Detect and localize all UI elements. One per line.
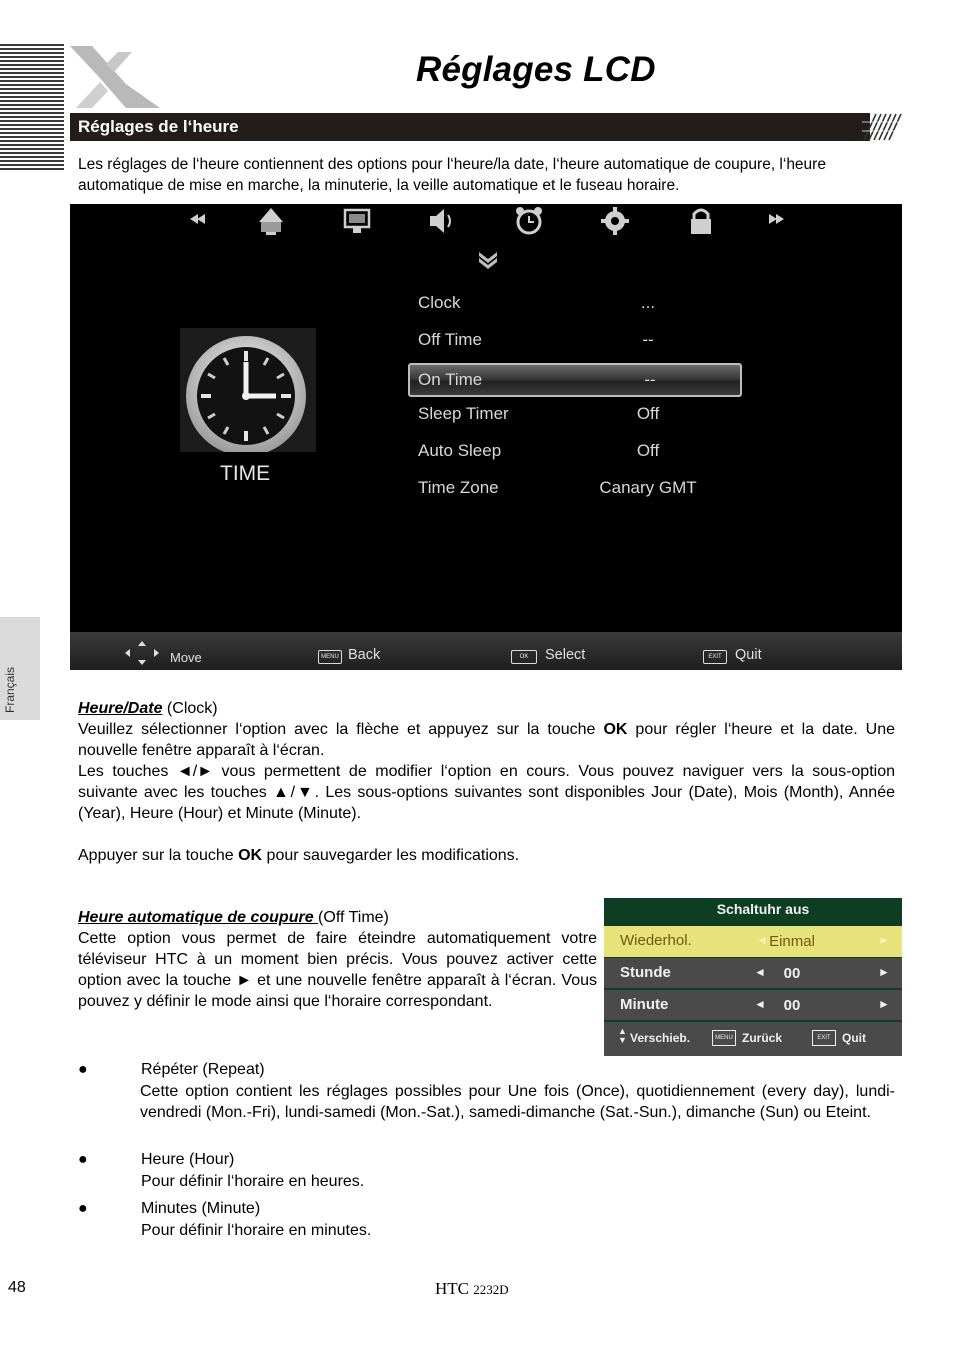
clock-text: pour régler l‘heure et la date. Une nouvelle fenêtre apparaît à l‘écran. [78,721,896,759]
menu-item-value: ... [640,293,656,312]
page-title: Réglages LCD [416,50,656,89]
move-arrows-icon [124,640,160,666]
off-time-heading-suffix: (Off Time) [318,909,389,926]
alarm-clock-icon [512,204,546,238]
menu-item-on-time[interactable] [408,363,742,397]
menu-item-sleep-timer[interactable] [408,400,742,430]
menu-item-value: Canary GMT [599,478,697,497]
clock-panel [180,328,316,452]
save-text: pour sauvegarder les modifications. [262,847,520,864]
menu-key-icon: MENU [318,650,342,664]
menu-key-icon: MENU [712,1030,736,1046]
bullet-dot: ● [78,1151,88,1168]
left-arrow-icon: ◄ [754,997,766,1011]
menu-item-value: 00 [783,997,801,1014]
left-arrow-icon: ◄ [756,933,768,947]
bullet-description: Pour définir l‘horaire en heures. [141,1173,365,1190]
chevron-down-icon [476,248,500,270]
off-timer-title: Schaltuhr aus [604,898,902,926]
menu-item-label: Minute [620,996,669,1013]
ok-key-icon: OK [511,650,537,664]
bullet-dot: ● [78,1061,88,1078]
off-time-section [78,907,597,1012]
menu-item-clock[interactable] [408,289,742,319]
clock-text: Veuillez sélectionner l‘option avec la flèche et appuyez sur la touche [78,721,604,738]
footer-back-label: Back [348,647,381,663]
ok-key-text: OK [238,847,263,864]
footer-quit-label: Quit [735,647,762,663]
sound-icon [426,204,460,238]
bullet-heading: Heure (Hour) [141,1151,235,1168]
double-right-arrow-icon [762,204,796,238]
lock-icon [684,204,718,238]
picture-icon [254,204,288,238]
menu-item-hour[interactable] [604,957,902,988]
off-time-body: Cette option vous permet de faire éteindre automatiquement votre téléviseur HTC à un moment bien précis. Vous pouvez activer cette option avec la touche ► et une nouvelle fenêtre apparaît à l‘écran. Vous pouvez y définir le mode ainsi que l‘horaire correspondant. [78,930,597,1010]
left-arrow-icon: ◄ [754,965,766,979]
footer-move-label: Move [170,650,202,665]
section-bar [70,113,870,141]
bullet-description: Pour définir l‘horaire en minutes. [141,1222,372,1239]
tv-time-menu-screenshot [70,204,902,670]
tv-menu-footer [70,632,902,670]
brand-x-logo [66,42,170,112]
menu-item-auto-sleep[interactable] [408,437,742,467]
menu-item-value: 00 [783,965,801,982]
page-number: 48 [8,1279,26,1296]
screen-icon [340,204,374,238]
exit-key-icon: EXIT [703,650,727,664]
menu-item-time-zone[interactable] [408,474,742,504]
menu-item-minute[interactable] [604,989,902,1020]
right-arrow-icon: ► [878,997,890,1011]
bullet-description: Cette option contient les réglages possibles pour Une fois (Once), quotidiennement (every day), lundi-vendredi (Mon.-Fri), lundi-samedi (Mon.-Sat.), samedi-dimanche (Sat.-Sun.), dimanche (Sun) ou Eteint. [140,1083,895,1121]
language-tab [0,617,40,720]
off-time-heading: Heure automatique de coupure [78,909,319,926]
menu-item-label: Time Zone [418,478,499,497]
clock-heading-suffix: (Clock) [162,700,218,717]
right-arrow-icon: ► [878,965,890,979]
menu-item-label: Stunde [620,964,671,981]
off-timer-footer [604,1022,902,1056]
bullet-heading: Répéter (Repeat) [141,1061,265,1078]
section-title: Réglages de l‘heure [78,117,239,136]
bullet-dot: ● [78,1200,88,1217]
menu-item-value: -- [644,370,656,389]
clock-icon [180,328,316,452]
save-text: Appuyer sur la touche [78,847,239,864]
menu-section-label: TIME [220,462,271,485]
ok-key-text: OK [603,721,628,738]
menu-item-off-time[interactable] [408,326,742,356]
menu-item-value: Off [636,404,660,423]
bullet-heading: Minutes (Minute) [141,1200,261,1217]
footer-back-label: Zurück [742,1031,783,1045]
menu-item-label: Off Time [418,330,482,349]
menu-item-value: Off [636,441,660,460]
model-number: 2232D [473,1282,509,1297]
clock-section [78,698,895,866]
clock-navigation-text: Les touches ◄/► vous permettent de modifier l‘option en cours. Vous pouvez naviguer vers la sous-option suivante avec les touches ▲/▼. Les sous-options suivantes sont disponibles Jour (Date), Mois (Month), Année (Year), Heure (Hour) et Minute (Minute). [78,763,895,822]
model-name [435,1279,509,1299]
language-label: Français [3,666,17,713]
footer-select-label: Select [545,647,586,663]
menu-item-label: Sleep Timer [418,404,509,423]
menu-item-label: Clock [418,293,461,312]
menu-item-value: Einmal [769,933,815,950]
clock-heading: Heure/Date [78,700,163,717]
gear-icon [598,204,632,238]
updown-arrows-icon: ▲ ▼ [618,1026,627,1045]
exit-key-icon: EXIT [812,1030,836,1046]
margin-stripes [0,44,64,170]
right-arrow-icon: ► [878,933,890,947]
footer-quit-label: Quit [842,1031,866,1045]
footer-move-label: Verschieb. [630,1031,691,1045]
double-left-arrow-icon [178,204,212,238]
menu-item-value: -- [642,330,654,349]
menu-item-label: Auto Sleep [418,441,502,460]
menu-item-label: Wiederhol. [620,932,692,949]
menu-item-label: On Time [418,370,483,389]
menu-item-repeat[interactable] [604,926,902,957]
off-timer-menu-screenshot [604,898,902,1056]
intro-paragraph: Les réglages de l‘heure contiennent des options pour l‘heure/la date, l‘heure automatique de coupure, l‘heure automatique de mise en marche, la minuterie, la veille automatique et le fuseau horaire. [78,156,826,194]
section-hatch-decoration [862,113,904,141]
model-brand: HTC [435,1279,474,1298]
